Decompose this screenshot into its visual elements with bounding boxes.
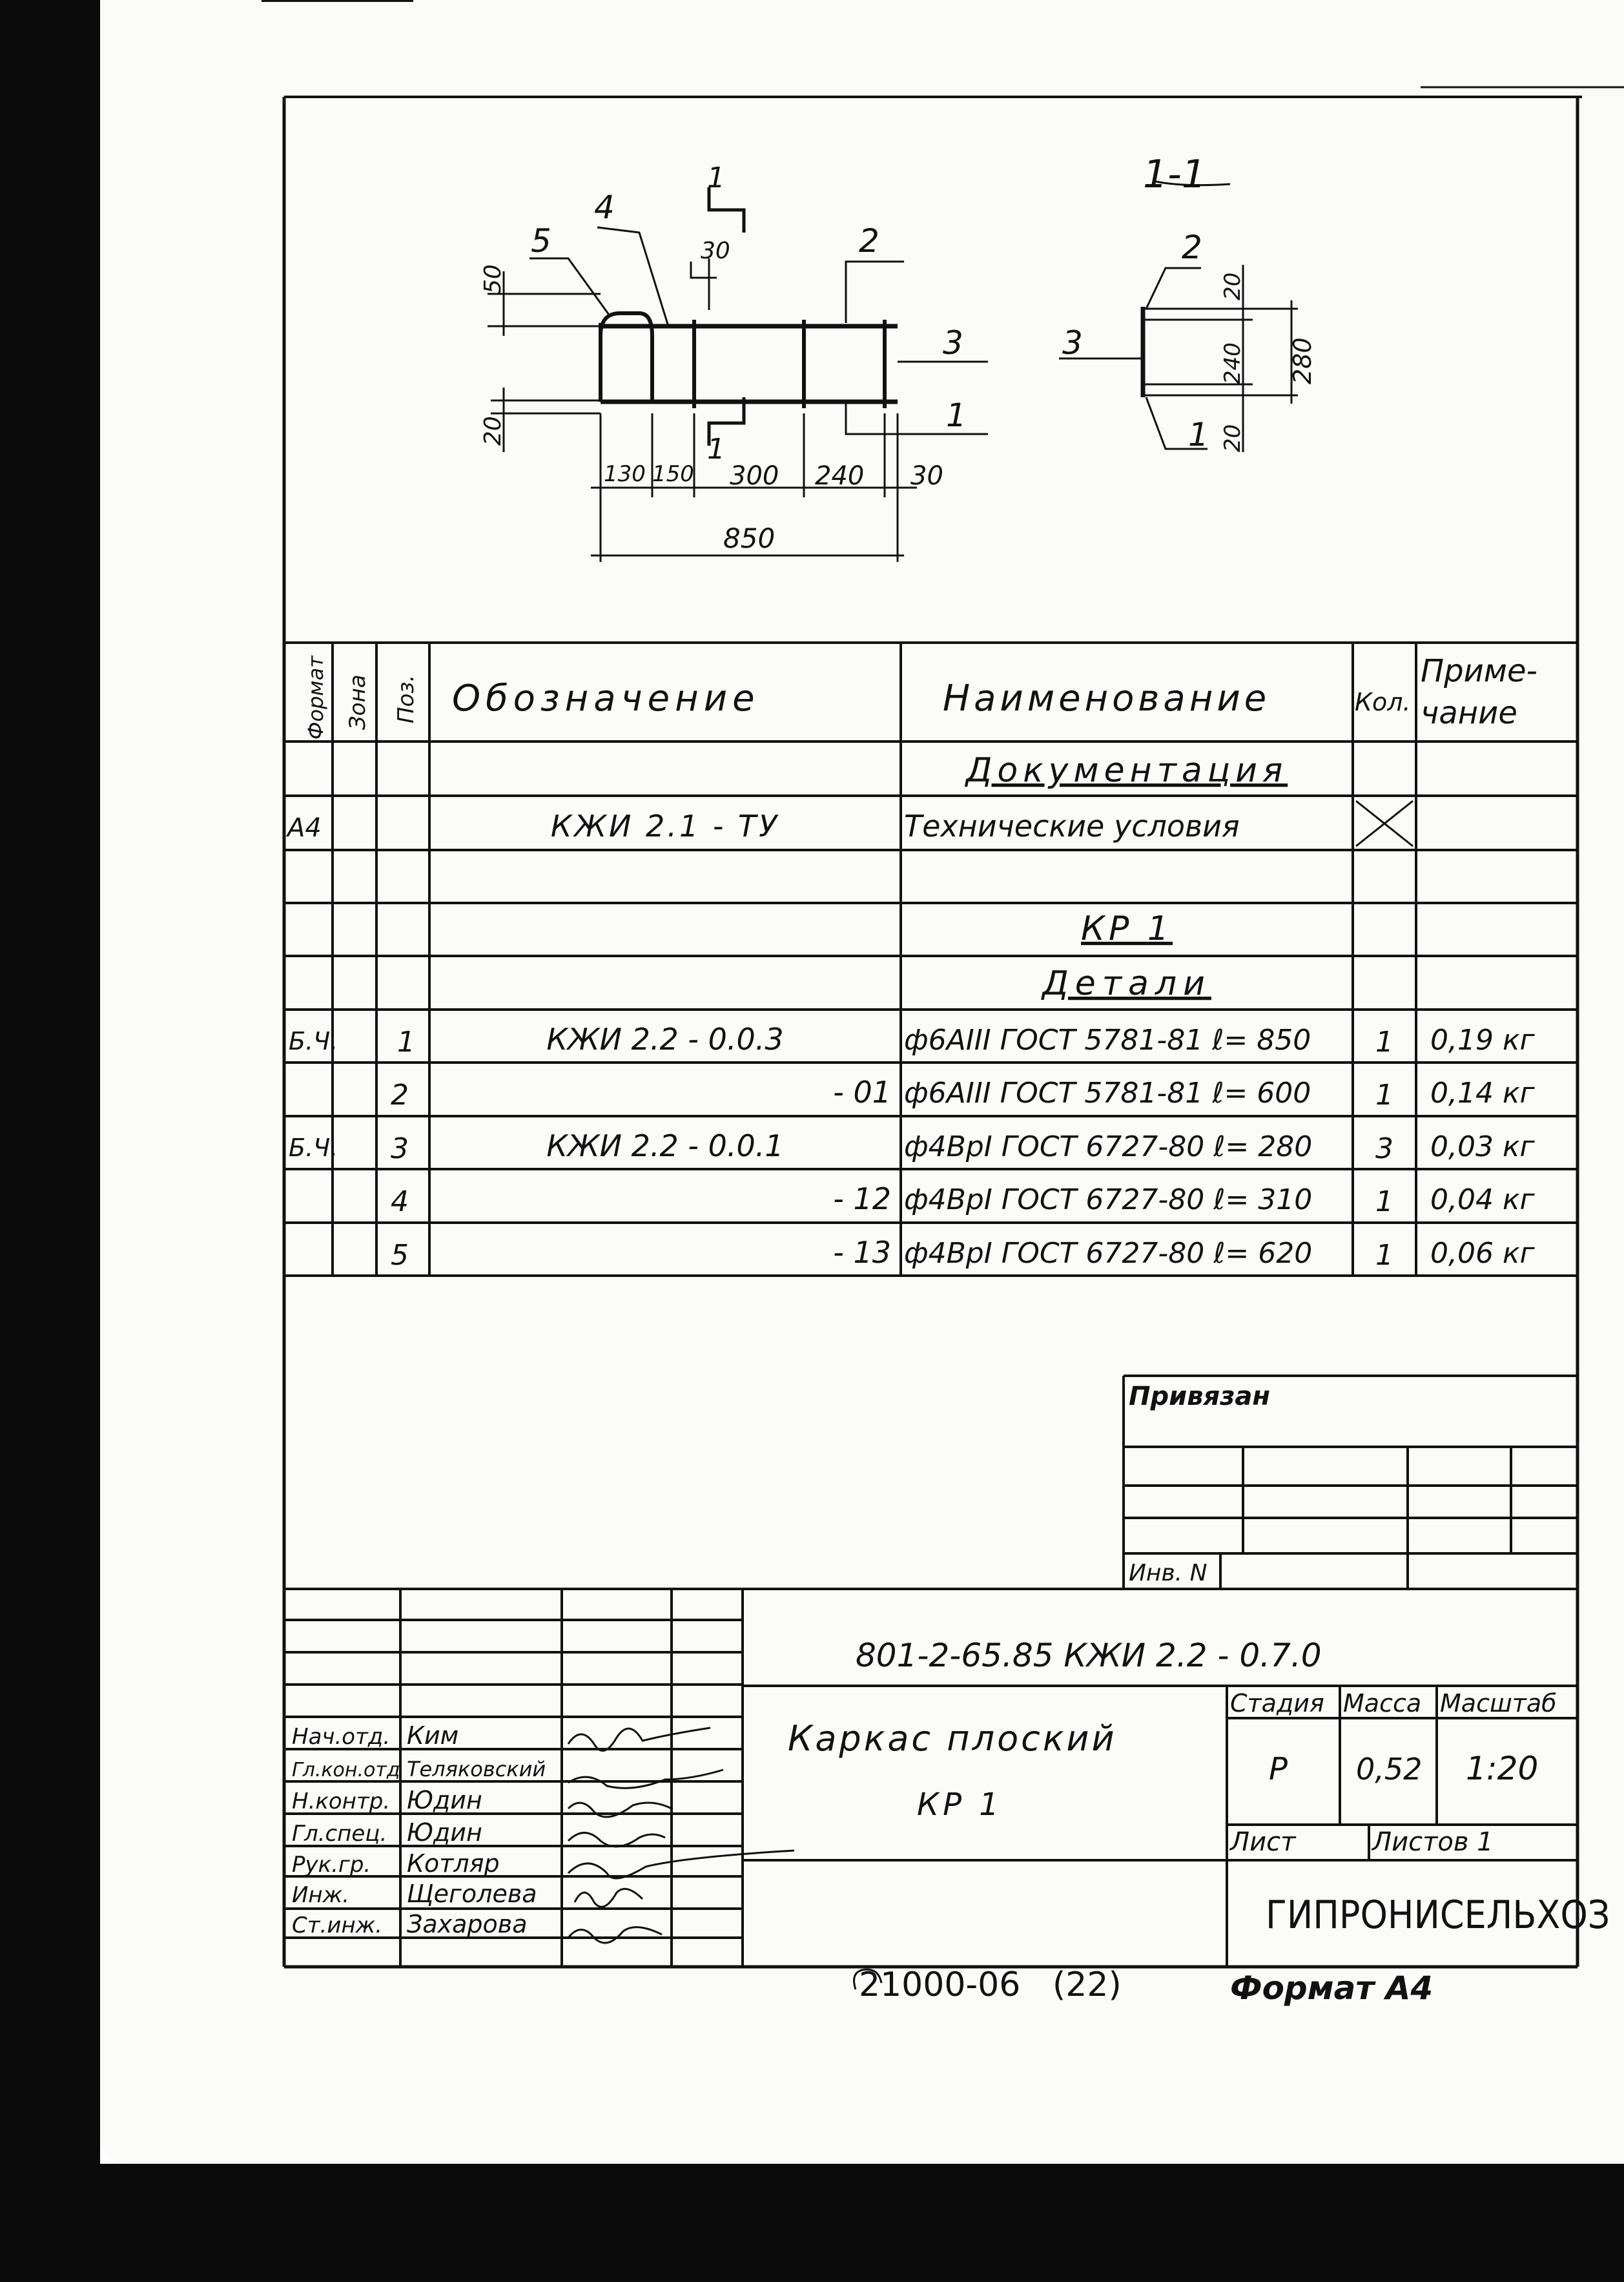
sig1-name: Ким: [407, 1721, 459, 1750]
sig3-role: Н.контр.: [292, 1789, 391, 1814]
dim-30-top: 30: [701, 238, 730, 264]
dim-30: 30: [910, 461, 943, 491]
row3-format: Б.Ч.: [289, 1134, 338, 1162]
stage-label: Стадия: [1230, 1689, 1324, 1717]
item-name-line1: Каркас плоский: [788, 1718, 1117, 1759]
signature-row: [292, 1786, 482, 1814]
dim-850: 850: [723, 523, 776, 554]
row1-format: Б.Ч.: [289, 1027, 338, 1055]
header-note-line1: Приме-: [1421, 653, 1537, 689]
sig7-name: Захарова: [407, 1910, 528, 1938]
row5-note: 0,06 кг: [1430, 1237, 1535, 1270]
row1-designation: КЖИ 2.2 - 0.0.3: [546, 1022, 784, 1057]
stage-value: Р: [1269, 1751, 1288, 1787]
signature-row: [292, 1880, 537, 1908]
section-dim-280: 280: [1288, 337, 1317, 384]
cut-mark-bottom: 1: [707, 433, 725, 466]
sig6-role: Инж.: [292, 1882, 350, 1908]
scale-label: Масштаб: [1440, 1689, 1557, 1717]
section-label: 1-1: [1143, 152, 1206, 197]
table-row: [391, 1181, 1536, 1218]
dim-150: 150: [652, 461, 694, 487]
signature-row: [292, 1849, 500, 1878]
sig3-name: Юдин: [407, 1786, 482, 1814]
row2-note: 0,14 кг: [1430, 1077, 1535, 1110]
row5-qty: 1: [1375, 1239, 1393, 1272]
row1-qty: 1: [1375, 1026, 1393, 1059]
header-name: Наименование: [943, 678, 1271, 720]
item-name-line2: КР 1: [917, 1787, 1003, 1823]
dim-50: 50: [480, 264, 506, 294]
section-documentation: Документация: [965, 751, 1288, 790]
mass-value: 0,52: [1356, 1752, 1423, 1787]
sig2-name: Теляковский: [407, 1757, 546, 1781]
section-dim-20-bottom: 20: [1220, 424, 1246, 452]
row5-pos: 5: [391, 1239, 409, 1272]
sig5-role: Рук.гр.: [292, 1852, 371, 1878]
table-row: [391, 1075, 1536, 1112]
row3-name: ф4ВрI ГОСТ 6727-80 ℓ= 280: [904, 1130, 1313, 1163]
row3-qty: 3: [1375, 1132, 1393, 1165]
table-row: [391, 1235, 1536, 1272]
sheet-label: Лист: [1230, 1827, 1296, 1857]
row4-qty: 1: [1375, 1185, 1393, 1218]
row2-pos: 2: [391, 1079, 409, 1112]
inventory-label: Инв. N: [1129, 1560, 1208, 1586]
header-designation: Обозначение: [452, 678, 760, 720]
sig7-role: Ст.инж.: [292, 1913, 383, 1938]
row2-name: ф6АIII ГОСТ 5781-81 ℓ= 600: [904, 1077, 1311, 1110]
row4-designation: - 12: [833, 1181, 891, 1216]
row1-name: ф6АIII ГОСТ 5781-81 ℓ= 850: [904, 1024, 1311, 1057]
row1-pos: 1: [397, 1026, 415, 1059]
mass-label: Масса: [1343, 1689, 1422, 1717]
dim-240: 240: [815, 461, 865, 491]
header-zone: Зона: [345, 674, 371, 730]
row4-pos: 4: [391, 1185, 409, 1218]
section-callout-2: 2: [1182, 229, 1202, 266]
binding-title: Привязан: [1129, 1382, 1271, 1411]
row5-name: ф4ВрI ГОСТ 6727-80 ℓ= 620: [904, 1237, 1313, 1270]
doc-row-format: А4: [287, 813, 322, 843]
sig5-name: Котляр: [407, 1849, 500, 1878]
section-dim-20-top: 20: [1220, 272, 1246, 300]
dim-300: 300: [730, 461, 779, 491]
row3-note: 0,03 кг: [1430, 1130, 1535, 1163]
sig1-role: Нач.отд.: [292, 1724, 391, 1750]
document-code: 801-2-65.85 КЖИ 2.2 - 0.7.0: [856, 1637, 1322, 1674]
sig6-name: Щеголева: [407, 1880, 537, 1908]
sheet-number: (22): [1053, 1966, 1122, 2004]
row2-designation: - 01: [833, 1075, 891, 1110]
row1-note: 0,19 кг: [1430, 1024, 1535, 1057]
signature-row: [292, 1910, 527, 1938]
row2-qty: 1: [1375, 1079, 1393, 1112]
section-details: Детали: [1042, 964, 1211, 1003]
section-callout-1: 1: [1188, 416, 1209, 453]
sig4-role: Гл.спец.: [292, 1821, 387, 1847]
doc-row-name: Технические условия: [904, 809, 1240, 844]
order-number: 21000-06: [859, 1966, 1021, 2004]
row3-designation: КЖИ 2.2 - 0.0.1: [546, 1128, 784, 1163]
callout-2: 2: [859, 222, 879, 260]
row4-note: 0,04 кг: [1430, 1183, 1535, 1216]
header-format: Формат: [303, 656, 328, 740]
row5-designation: - 13: [833, 1235, 891, 1270]
sig4-name: Юдин: [407, 1818, 482, 1847]
scale-value: 1:20: [1466, 1750, 1539, 1787]
row4-name: ф4ВрI ГОСТ 6727-80 ℓ= 310: [904, 1183, 1313, 1216]
callout-5: 5: [531, 222, 551, 260]
callout-3: 3: [943, 324, 963, 362]
cut-mark-top: 1: [707, 161, 725, 194]
organization-name: ГИПРОНИСЕЛЬХОЗ: [1266, 1893, 1610, 1938]
row3-pos: 3: [391, 1132, 409, 1165]
footer-format: Формат А4: [1230, 1969, 1434, 2007]
header-pos: Поз.: [393, 674, 419, 723]
table-row: [289, 1128, 1536, 1165]
signature-row: [292, 1757, 546, 1781]
sheets-label: Листов 1: [1372, 1827, 1494, 1857]
signature-row: [292, 1721, 458, 1750]
section-dim-240: 240: [1220, 342, 1246, 384]
callout-1: 1: [946, 397, 967, 434]
header-note-line2: чание: [1421, 695, 1517, 731]
dim-130: 130: [604, 461, 646, 487]
callout-4: 4: [594, 189, 615, 226]
table-row: [289, 1022, 1536, 1059]
doc-row-designation: КЖИ 2.1 - ТУ: [550, 809, 780, 844]
header-qty: Кол.: [1355, 688, 1411, 716]
assembly-title: КР 1: [1081, 909, 1173, 948]
sig2-role: Гл.кон.отд: [292, 1759, 400, 1781]
section-callout-3: 3: [1062, 324, 1083, 362]
signature-row: [292, 1818, 482, 1847]
dim-20-left: 20: [480, 416, 506, 446]
